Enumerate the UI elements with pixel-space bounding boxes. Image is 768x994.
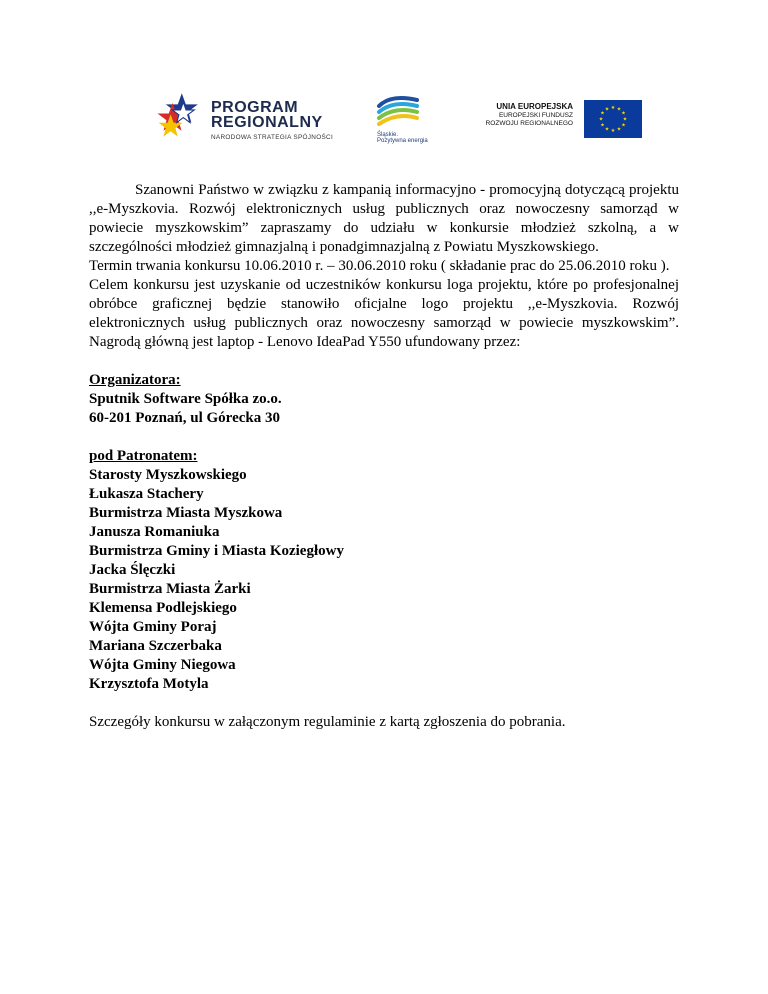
eu-title: UNIA EUROPEJSKA (496, 102, 573, 111)
patron-line: Janusza Romaniuka (89, 524, 220, 540)
stars-icon (155, 92, 207, 144)
slaskie-waves-icon (375, 92, 421, 130)
patron-line: Klemensa Podlejskiego (89, 600, 237, 616)
program-regionalny-logo (155, 92, 345, 148)
patronage-heading: pod Patronatem: (89, 448, 198, 464)
svg-text:★: ★ (600, 122, 605, 129)
patron-line: Krzysztofa Motyla (89, 676, 209, 692)
svg-text:★: ★ (621, 110, 626, 117)
svg-text:★: ★ (616, 126, 622, 133)
footer-note: Szczegóły konkursu w załączonym regulaminie z kartą zgłoszenia do pobrania. (89, 714, 566, 730)
patron-line: Łukasza Stachery (89, 486, 204, 502)
svg-text:★: ★ (622, 116, 628, 123)
svg-text:★: ★ (621, 122, 626, 129)
svg-text:★: ★ (598, 116, 604, 123)
patron-line: Wójta Gminy Niegowa (89, 657, 236, 673)
patron-line: Burmistrza Gminy i Miasta Koziegłowy (89, 543, 344, 559)
eu-logo (474, 100, 644, 146)
organizer-address: 60-201 Poznań, ul Górecka 30 (89, 410, 280, 426)
patron-line: Burmistrza Miasta Myszkowa (89, 505, 283, 521)
svg-text:★: ★ (610, 128, 616, 134)
program-label: PROGRAM (211, 99, 299, 116)
patronage-block (89, 447, 679, 694)
slaskie-slogan: Pozytywna energia (377, 138, 428, 144)
document-body (89, 181, 679, 732)
patron-line: Starosty Myszkowskiego (89, 467, 247, 483)
svg-text:★: ★ (604, 106, 610, 113)
svg-text:★: ★ (616, 106, 622, 113)
eu-fund-line2: ROZWOJU REGIONALNEGO (485, 120, 573, 127)
patron-line: Burmistrza Miasta Żarki (89, 581, 251, 597)
intro-paragraph: Szanowni Państwo w związku z kampanią informacyjno - promocyjną dotyczącą projektu ,,e-Myszkovia. Rozwój elektronicznych usług publicznych oraz nowoczesny samorząd w powiecie myszkowskim” zapraszamy do udziału w konkursie młodzież szkolną, a w szczególności młodzież gimnazjalną i ponadgimnazjalną z Powiatu Myszkowskiego. (89, 182, 679, 255)
organizer-heading: Organizatora: (89, 372, 181, 388)
organizer-name: Sputnik Software Spółka zo.o. (89, 391, 282, 407)
slaskie-logo (371, 92, 431, 150)
regionalny-label: REGIONALNY (211, 114, 323, 131)
organizer-block (89, 371, 679, 428)
svg-text:★: ★ (600, 110, 605, 117)
eu-flag-icon (584, 100, 642, 138)
patron-line: Wójta Gminy Poraj (89, 619, 217, 635)
strategy-label: NARODOWA STRATEGIA SPÓJNOŚCI (211, 134, 334, 141)
svg-text:★: ★ (610, 105, 616, 111)
slaskie-title: Śląskie. (377, 132, 399, 138)
logos-header (0, 92, 768, 152)
contest-goal: Celem konkursu jest uzyskanie od uczestników konkursu loga projektu, które po profesjonalnej obróbce graficznej będzie stanowiło oficjalne logo projektu ,,e-Myszkovia. Rozwój elektronicznych usług publicznych oraz nowoczesny samorząd w powiecie myszkowskim”. Nagrodą główną jest laptop - Lenovo IdeaPad Y550 ufundowany przez: (89, 277, 679, 350)
contest-dates: Termin trwania konkursu 10.06.2010 r. – 30.06.2010 roku ( składanie prac do 25.06.2010 roku ). (89, 258, 670, 274)
patron-line: Mariana Szczerbaka (89, 638, 222, 654)
svg-text:★: ★ (604, 126, 610, 133)
patron-line: Jacka Ślęczki (89, 562, 176, 578)
eu-fund-line1: EUROPEJSKI FUNDUSZ (498, 112, 573, 119)
